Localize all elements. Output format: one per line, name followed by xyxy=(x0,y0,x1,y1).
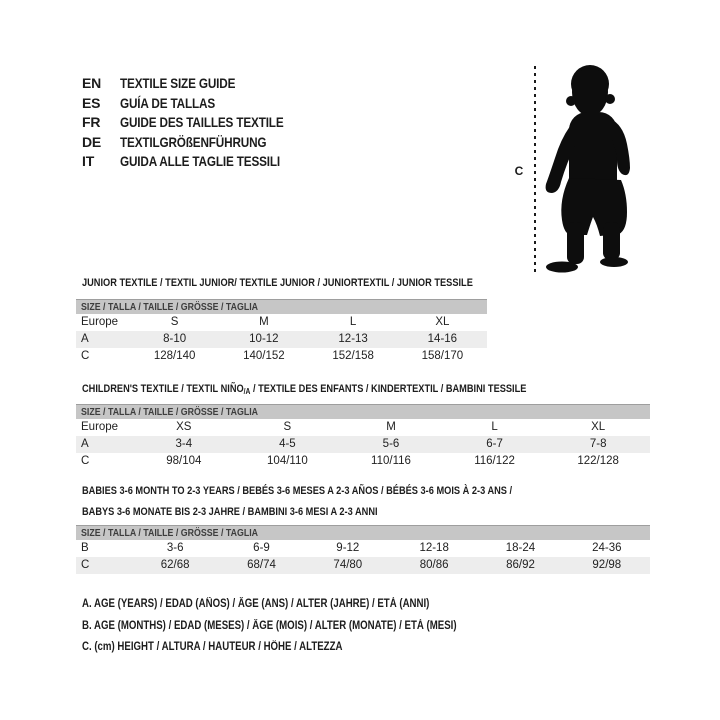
table-cell: 86/92 xyxy=(506,559,535,571)
table-row xyxy=(76,453,650,470)
table-cell: XS xyxy=(176,421,192,433)
size-header-band xyxy=(76,404,650,419)
table-cell: 5-6 xyxy=(382,438,400,450)
title-part: / TEXTILE DES ENFANTS / KINDERTEXTIL / BAMBINI TESSILE xyxy=(250,383,527,395)
junior-size-table xyxy=(76,299,487,365)
table-cell: 3-4 xyxy=(175,438,193,450)
table-cell: L xyxy=(491,421,498,433)
note-text: B. AGE (MONTHS) / EDAD (MESES) / ÂGE (MOIS) / ALTER (MONATE) / ETÀ (MESI) xyxy=(82,619,457,632)
language-code: EN xyxy=(82,75,102,91)
table-cell: 80/86 xyxy=(419,559,449,571)
table-cell: 7-8 xyxy=(589,438,607,450)
measurement-legend xyxy=(82,594,528,659)
row-label: A xyxy=(81,438,89,450)
language-row-en xyxy=(82,74,315,94)
table-cell: S xyxy=(170,316,179,328)
table-cell: M xyxy=(259,316,269,328)
table-cell: 140/152 xyxy=(243,350,285,362)
language-code: FR xyxy=(82,114,101,130)
table-cell: S xyxy=(283,421,292,433)
table-cell: M xyxy=(386,421,396,433)
table-cell: 116/122 xyxy=(474,455,515,467)
size-header-band xyxy=(76,299,487,314)
babies-title-line1: BABIES 3-6 MONTH TO 2-3 YEARS / BEBÉS 3-6 MESES A 2-3 AÑOS / BÉBÉS 3-6 MOIS À 2-3 ANS / xyxy=(82,485,513,497)
table-cell: 92/98 xyxy=(592,559,622,571)
children-table-title xyxy=(82,383,611,396)
table-row xyxy=(76,557,650,574)
table-cell: 3-6 xyxy=(166,542,184,554)
row-label: Europe xyxy=(81,421,119,433)
table-cell: 6-9 xyxy=(253,542,270,554)
junior-table-title xyxy=(82,277,547,289)
table-row xyxy=(76,540,650,557)
table-cell: 74/80 xyxy=(333,559,363,571)
row-label: B xyxy=(81,542,89,554)
table-cell: 12-13 xyxy=(338,333,368,345)
size-header-text: SIZE / TALLA / TAILLE / GRÖSSE / TAGLIA xyxy=(81,527,259,539)
table-cell: 9-12 xyxy=(336,542,360,554)
language-code: DE xyxy=(82,133,102,150)
table-cell: 122/128 xyxy=(577,455,619,467)
table-cell: 24-36 xyxy=(592,542,622,554)
note-text: C. (cm) HEIGHT / ALTURA / HAUTEUR / HÖHE / ALTEZZA xyxy=(82,641,343,653)
table-cell: 62/68 xyxy=(160,559,190,571)
row-label: A xyxy=(81,333,89,345)
note-age-months xyxy=(82,616,528,638)
table-cell: 104/110 xyxy=(267,455,308,467)
table-row xyxy=(76,314,487,331)
language-label: GUIDE DES TAILLES TEXTILE xyxy=(120,114,284,130)
row-label: C xyxy=(81,350,90,362)
babies-size-table xyxy=(76,525,650,574)
table-cell: 158/170 xyxy=(421,350,464,362)
language-label: GUIDA ALLE TAGLIE TESSILI xyxy=(120,153,281,169)
table-cell: 4-5 xyxy=(279,438,296,450)
size-header-text: SIZE / TALLA / TAILLE / GRÖSSE / TAGLIA xyxy=(81,406,259,418)
language-label: TEXTILE SIZE GUIDE xyxy=(120,75,236,91)
table-row xyxy=(76,348,487,365)
table-cell: XL xyxy=(591,421,606,433)
size-header-text: SIZE / TALLA / TAILLE / GRÖSSE / TAGLIA xyxy=(81,301,259,313)
table-cell: 12-18 xyxy=(419,542,449,554)
table-cell: 18-24 xyxy=(505,542,536,554)
children-table-title-text xyxy=(82,383,526,396)
table-cell: 6-7 xyxy=(486,438,503,450)
language-code: IT xyxy=(82,153,95,169)
babies-title-line2: BABYS 3-6 MONATE BIS 2-3 JAHRE / BAMBINI 3-6 MESI A 2-3 ANNI xyxy=(82,506,378,518)
note-text: A. AGE (YEARS) / EDAD (AÑOS) / ÂGE (ANS) / ALTER (JAHRE) / ETÀ (ANNI) xyxy=(82,598,430,610)
table-cell: 128/140 xyxy=(153,350,196,362)
babies-table-title xyxy=(82,481,594,523)
language-row-es xyxy=(82,94,315,114)
row-label: C xyxy=(81,455,90,467)
table-row xyxy=(76,436,650,453)
language-label: GUÍA DE TALLAS xyxy=(120,94,215,111)
size-header-band xyxy=(76,525,650,540)
table-cell: 8-10 xyxy=(163,333,187,345)
height-measure-dotted-line xyxy=(534,66,536,274)
table-row xyxy=(76,419,650,436)
children-size-table xyxy=(76,404,650,470)
table-cell: XL xyxy=(435,316,450,328)
table-cell: 14-16 xyxy=(427,333,458,345)
table-row xyxy=(76,331,487,348)
note-height-cm xyxy=(82,637,528,659)
table-cell: 152/158 xyxy=(332,350,374,362)
language-row-fr xyxy=(82,113,315,133)
title-subscript: /A xyxy=(243,387,251,396)
table-cell: 68/74 xyxy=(247,559,276,571)
language-code: ES xyxy=(82,94,101,111)
row-label: Europe xyxy=(81,316,119,328)
note-age-years xyxy=(82,594,528,616)
language-row-it xyxy=(82,152,315,172)
junior-table-title-text: JUNIOR TEXTILE / TEXTIL JUNIOR/ TEXTILE JUNIOR / JUNIORTEXTIL / JUNIOR TESSILE xyxy=(82,277,473,289)
table-cell: 110/116 xyxy=(371,455,411,467)
table-cell: L xyxy=(349,316,357,328)
table-cell: 98/104 xyxy=(166,455,202,467)
title-part: CHILDREN'S TEXTILE / TEXTIL NIÑO xyxy=(82,383,244,395)
language-row-de xyxy=(82,133,315,153)
language-legend xyxy=(82,74,315,172)
height-measure-label: C xyxy=(514,164,524,178)
toddler-silhouette-icon xyxy=(543,62,643,274)
language-label: TEXTILGRÖßENFÜHRUNG xyxy=(120,133,267,150)
row-label: C xyxy=(81,559,90,571)
table-cell: 10-12 xyxy=(249,333,279,345)
